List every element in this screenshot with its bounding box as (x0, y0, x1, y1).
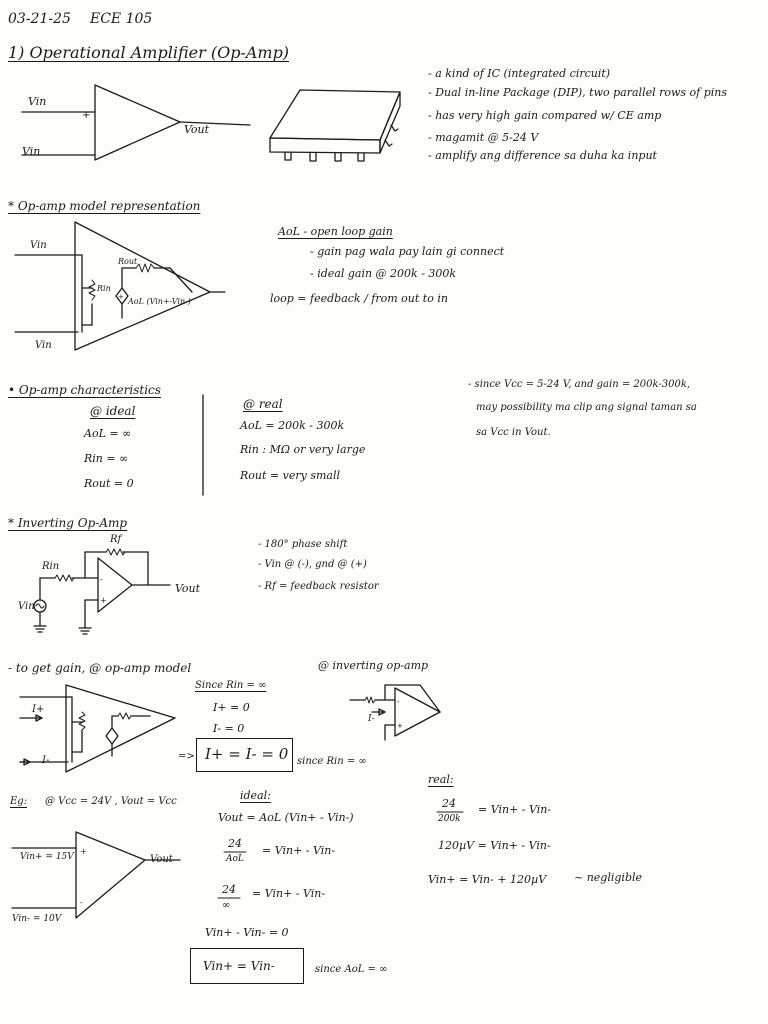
example-vin-minus: Vin- = 10V (12, 914, 62, 924)
i-minus-label: I- (42, 755, 50, 766)
real-row-3: Rout = very small (240, 469, 340, 482)
model-note-2: - gain pag wala pay lain gi connect (310, 245, 505, 258)
svg-text:+: + (397, 722, 403, 730)
vin-minus-label: Vin (22, 145, 41, 158)
since-rin: Since Rin = ∞ (195, 680, 267, 691)
boxed-current-eq (196, 738, 293, 772)
real-row-2: Rin : MΩ or very large (240, 443, 366, 456)
negligible-note: ~ negligible (574, 871, 643, 884)
vout-label: Vout (184, 123, 210, 136)
gain-heading: - to get gain, @ op-amp model (8, 661, 192, 675)
model-rin-label: Rin (97, 284, 111, 293)
example-vout: Vout (150, 854, 173, 865)
inverting-ref-label: @ inverting op-amp (318, 659, 429, 672)
boxed-current-note: since Rin = ∞ (297, 756, 367, 767)
frac2-rhs: = Vin+ - Vin- (252, 887, 326, 900)
clip-note-3: sa Vcc in Vout. (476, 427, 551, 438)
i-plus-eq: I+ = 0 (213, 701, 250, 714)
example-real-title: real: (428, 773, 454, 786)
real-row-1: AoL = 200k - 300k (240, 419, 345, 432)
intro-bullet-4: - magamit @ 5-24 V (428, 131, 539, 144)
page-title: 1) Operational Amplifier (Op-Amp) (8, 43, 290, 62)
inverting-note-2: - Vin @ (-), gnd @ (+) (258, 559, 367, 570)
svg-text:-: - (397, 698, 400, 706)
rf-label: Rf (110, 534, 122, 545)
ideal-row-3: Rout = 0 (84, 477, 134, 490)
boxed-voltage-eq (190, 948, 304, 984)
model-note-4: loop = feedback / from out to in (270, 292, 448, 305)
real-eq3: Vin+ = Vin- + 120µV (428, 873, 547, 886)
intro-bullet-2: - Dual in-line Package (DIP), two parallel rows of pins (428, 86, 728, 99)
model-vin-plus: Vin (30, 240, 47, 251)
inverting-heading: * Inverting Op-Amp (8, 516, 128, 530)
frac2-num: 24 (222, 883, 236, 896)
ideal-row-1: AoL = ∞ (84, 427, 132, 440)
real-eq2: 120µV = Vin+ - Vin- (438, 839, 551, 852)
real-frac-num: 24 (442, 797, 456, 810)
characteristics-heading: • Op-amp characteristics (8, 383, 161, 397)
svg-text:+: + (82, 110, 91, 121)
frac2-den: ∞ (222, 900, 231, 911)
real-title: @ real (243, 397, 283, 411)
inv-vout-label: Vout (175, 582, 201, 595)
svg-text:+: + (80, 847, 87, 856)
model-note-3: - ideal gain @ 200k - 300k (310, 267, 457, 280)
ideal-row-2: Rin = ∞ (84, 452, 129, 465)
model-note-1: AoL - open loop gain (278, 225, 393, 238)
inv-vin-label: Vin (18, 601, 35, 612)
course: ECE 105 (90, 11, 153, 27)
vin-plus-label: Vin (28, 95, 47, 108)
implies-arrow: => (178, 751, 195, 762)
inverting-note-1: - 180° phase shift (258, 539, 348, 550)
example-ideal-eq1: Vout = AoL (Vin+ - Vin-) (218, 811, 354, 824)
boxed-voltage-text: Vin+ = Vin- (203, 959, 275, 973)
intro-bullet-5: - amplify ang difference sa duha ka input (428, 149, 657, 162)
inv-i-minus-label: I- (368, 714, 375, 724)
boxed-current-text: I+ = I- = 0 (205, 745, 289, 763)
frac1-rhs: = Vin+ - Vin- (262, 844, 336, 857)
inverting-note-3: - Rf = feedback resistor (258, 581, 379, 592)
svg-text:-: - (82, 150, 86, 161)
example-ideal-title: ideal: (240, 789, 271, 802)
date: 03-21-25 (8, 11, 71, 27)
real-frac-bar (0, 0, 1, 1)
example-vin-plus: Vin+ = 15V (20, 852, 74, 862)
intro-bullet-3: - has very high gain compared w/ CE amp (428, 109, 662, 122)
model-rout-label: Rout (118, 257, 138, 266)
svg-text:-: - (100, 575, 103, 584)
model-source-label: AoL (Vin+-Vin-) (128, 297, 191, 306)
svg-text:-: - (80, 898, 83, 907)
example-label: Eg: (10, 796, 28, 807)
model-heading: * Op-amp model representation (8, 199, 201, 213)
clip-note-2: may possibility ma clip ang signal taman sa (476, 402, 697, 413)
boxed-voltage-note: since AoL = ∞ (315, 964, 388, 975)
real-frac-rhs: = Vin+ - Vin- (478, 803, 552, 816)
svg-text:+: + (100, 596, 107, 605)
inv-rin-label: Rin (42, 561, 60, 572)
example-condition: @ Vcc = 24V , Vout = Vcc (45, 796, 177, 807)
model-vin-minus: Vin (35, 340, 52, 351)
real-frac-den: 200k (438, 814, 461, 824)
example-eq-zero: Vin+ - Vin- = 0 (205, 926, 289, 939)
svg-text:+: + (118, 293, 124, 301)
intro-bullet-1: - a kind of IC (integrated circuit) (428, 67, 611, 80)
frac1-den: AoL (226, 854, 244, 864)
ideal-title: @ ideal (90, 404, 136, 418)
clip-note-1: - since Vcc = 5-24 V, and gain = 200k-300k, (468, 379, 691, 390)
frac1-num: 24 (228, 837, 242, 850)
i-plus-label: I+ (32, 704, 45, 715)
i-minus-eq: I- = 0 (213, 722, 245, 735)
